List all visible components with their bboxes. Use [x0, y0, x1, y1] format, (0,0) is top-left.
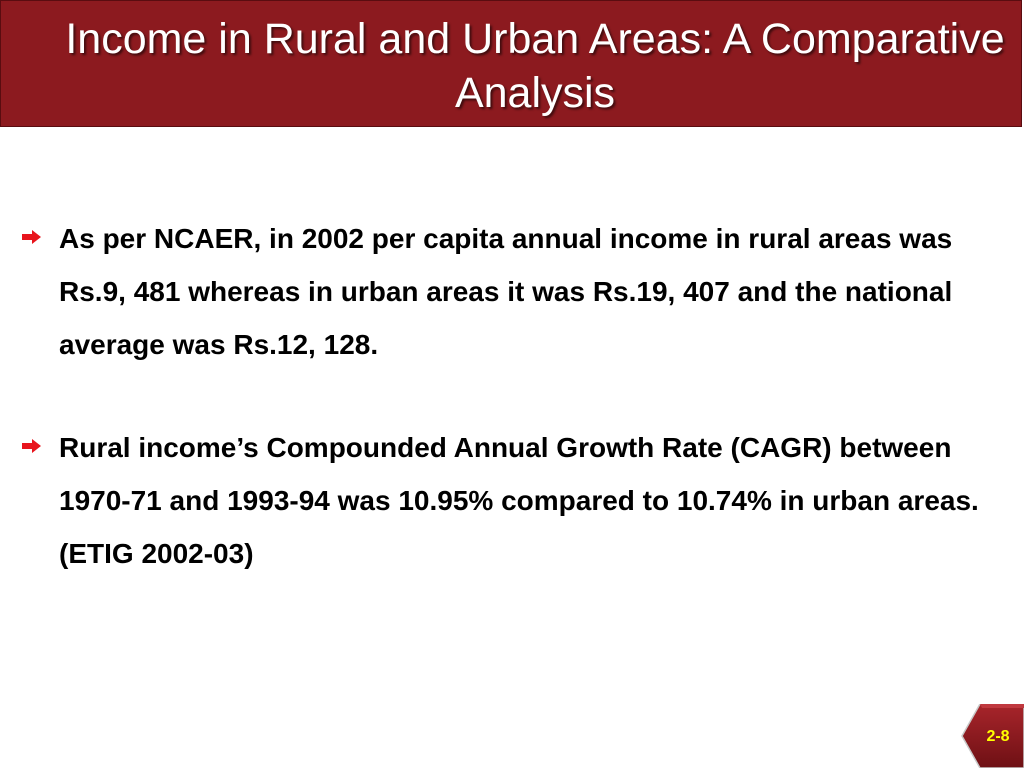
arrow-right-icon [22, 230, 42, 244]
slide-title: Income in Rural and Urban Areas: A Comparative Analysis [65, 15, 1005, 117]
bullet-text: Rural income’s Compounded Annual Growth Rate (CAGR) between 1970-71 and 1993-94 was 10.95% compared to 10.74% in urban areas. (ETIG 2002-03) [59, 432, 979, 569]
arrow-right-icon [22, 439, 42, 453]
page-number: 2-8 [986, 728, 1010, 745]
bullet-item [22, 212, 1012, 371]
bullet-text: As per NCAER, in 2002 per capita annual income in rural areas was Rs.9, 481 whereas in urban areas it was Rs.19, 407 and the national average was Rs.12, 128. [59, 223, 953, 360]
bullet-list [22, 212, 1012, 630]
bullet-item [22, 421, 1012, 580]
